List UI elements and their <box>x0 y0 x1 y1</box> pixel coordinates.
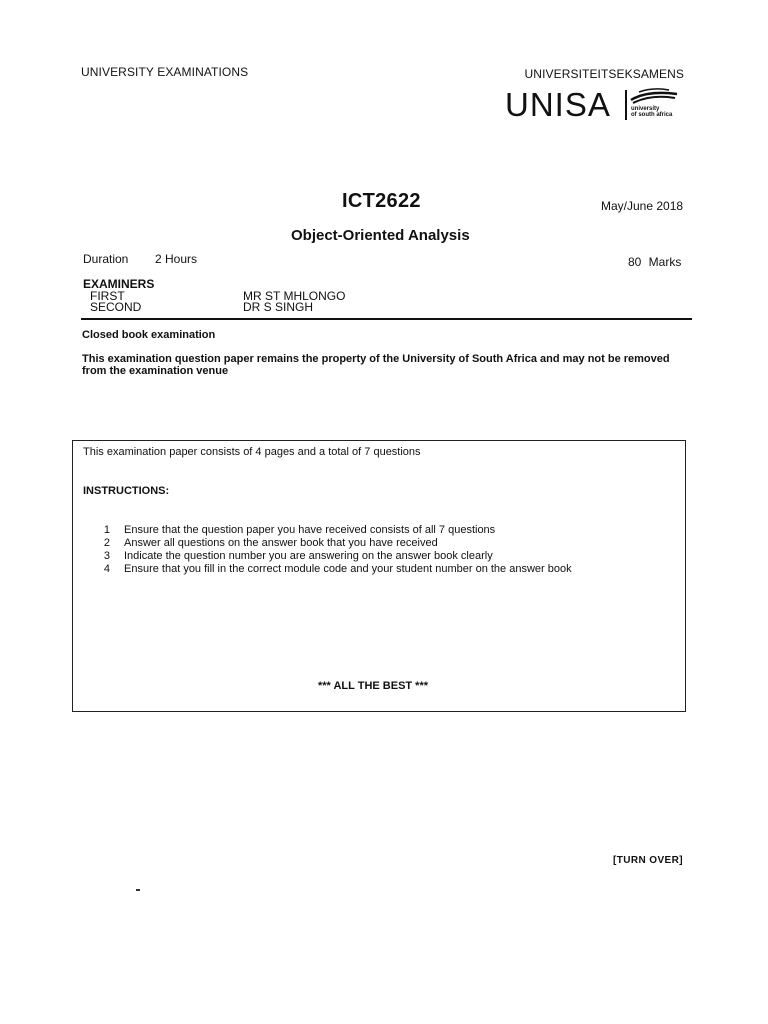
turn-over-note: [TURN OVER] <box>613 855 683 866</box>
logo-subtitle-line2: of south africa <box>631 112 673 118</box>
instruction-number: 2 <box>103 537 110 549</box>
header-right-text: UNIVERSITEITSEKSAMENS <box>524 67 684 81</box>
header-divider <box>81 318 692 320</box>
instruction-text: Ensure that the question paper you have received consists of all 7 questions <box>124 524 496 536</box>
header-left-text: UNIVERSITY EXAMINATIONS <box>81 65 249 79</box>
instruction-text: Ensure that you fill in the correct module code and your student number on the answer book <box>124 563 572 575</box>
instructions-heading: INSTRUCTIONS: <box>83 485 170 497</box>
duration-label: Duration <box>83 252 129 266</box>
closing-wish: *** ALL THE BEST *** <box>318 680 429 692</box>
course-title: Object-Oriented Analysis <box>291 227 470 244</box>
second-examiner-role: SECOND <box>90 300 142 314</box>
examiners-heading: EXAMINERS <box>83 277 155 291</box>
logo-subtitle <box>631 106 672 118</box>
instructions-box <box>72 440 686 712</box>
course-code: ICT2622 <box>342 190 421 212</box>
total-marks: 80 Marks <box>628 255 682 269</box>
logo-wordmark: UNISA <box>505 86 611 123</box>
first-examiner-name: MR ST MHLONGO <box>243 289 346 303</box>
logo-divider <box>625 90 627 120</box>
duration-value: 2 Hours <box>155 252 198 266</box>
unisa-logo <box>505 84 680 128</box>
instruction-number: 1 <box>103 524 110 536</box>
paper-consists-text: This examination paper consists of 4 pages and a total of 7 questions <box>83 446 421 458</box>
second-examiner-name: DR S SINGH <box>243 300 314 314</box>
instruction-text: Answer all questions on the answer book that you have received <box>124 537 438 549</box>
stray-scan-mark <box>136 889 140 891</box>
instruction-number: 3 <box>103 550 110 562</box>
closed-book-note: Closed book examination <box>82 329 216 341</box>
exam-date: May/June 2018 <box>601 199 684 213</box>
logo-swoosh-icon <box>629 88 679 104</box>
logo-subtitle-line1: university <box>631 106 660 112</box>
instruction-number: 4 <box>103 563 110 575</box>
property-note: This examination question paper remains the property of the University of South Africa and may not be removed from the examination venue <box>82 353 670 377</box>
first-examiner-role: FIRST <box>90 289 125 303</box>
instruction-text: Indicate the question number you are answering on the answer book clearly <box>124 550 493 562</box>
